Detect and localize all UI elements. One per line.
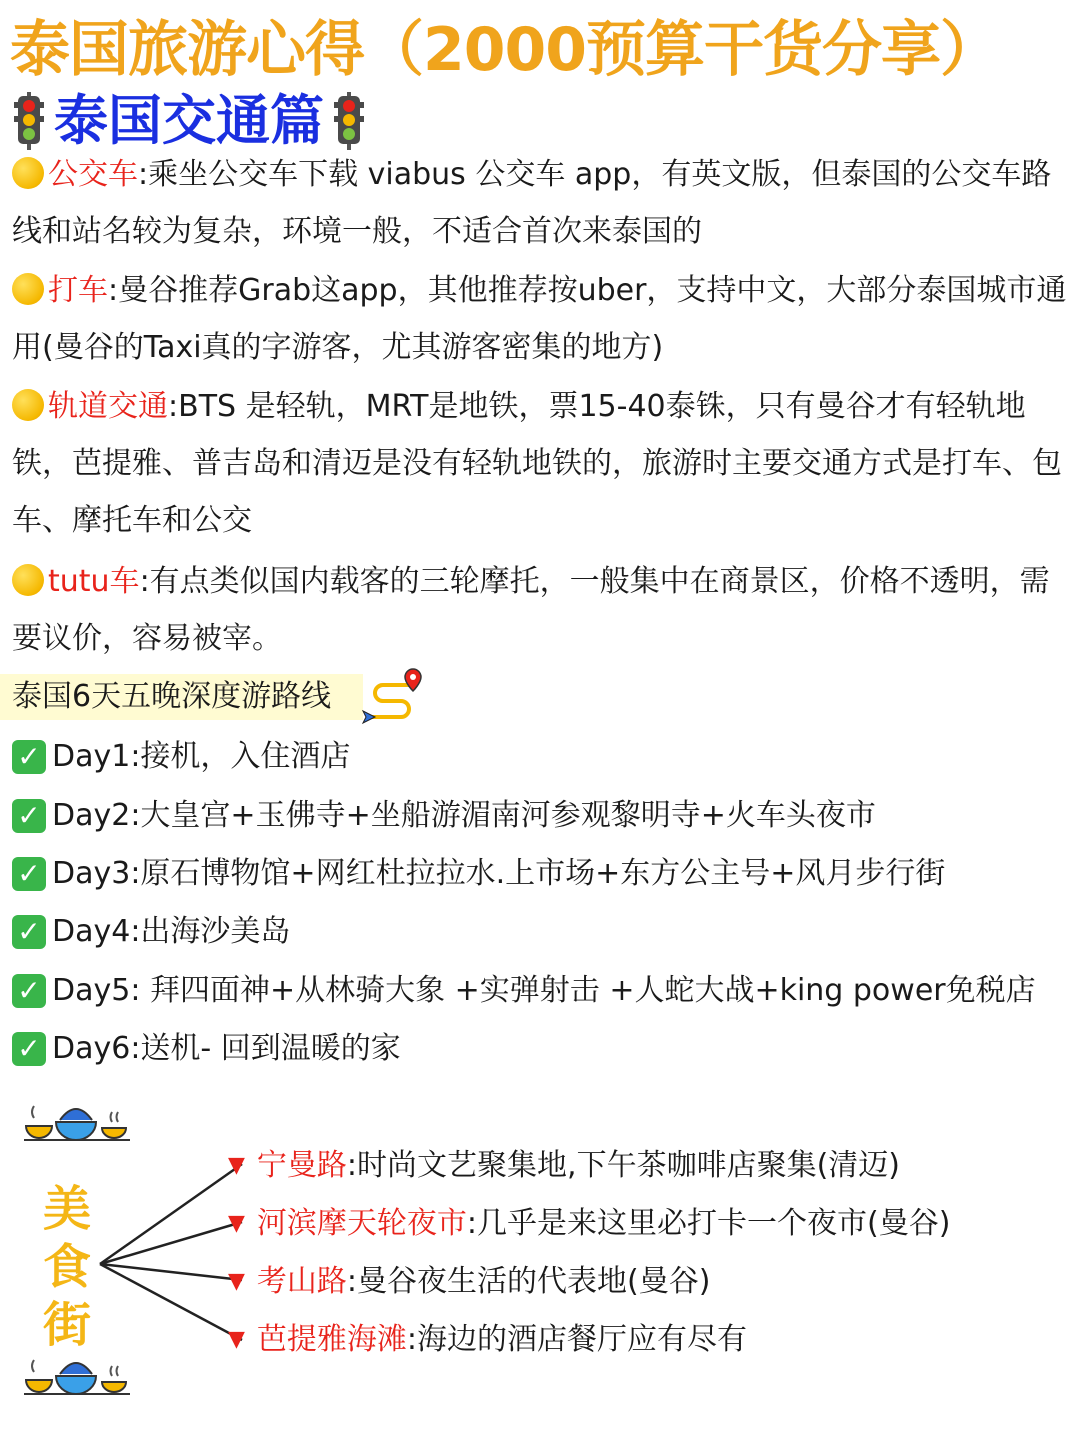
food-text: :几乎是来这里必打卡一个夜市(曼谷) <box>466 1206 951 1241</box>
route-day <box>12 1026 1080 1072</box>
food-name: 芭提雅海滩 <box>256 1322 407 1357</box>
food-label-char: 美 <box>42 1181 91 1237</box>
food-name: 考山路 <box>256 1264 347 1299</box>
route-heading <box>12 672 431 722</box>
transport-name: tutu车 <box>48 564 140 599</box>
transport-text: :曼谷推荐Grab这app，其他推荐按uber，支持中文，大部分泰国城市通用(曼谷的Taxi真的字游客，尤其游客密集的地方) <box>12 273 1067 365</box>
food-bowls-icon <box>22 1098 132 1144</box>
transport-text: :BTS 是轻轨，MRT是地铁，票15-40泰铢，只有曼谷才有轻轨地铁，芭提雅、普吉岛和清迈是没有轻轨地铁的，旅游时主要交通方式是打车、包车、摩托车和公交 <box>12 389 1062 538</box>
route-day <box>12 851 1080 897</box>
route-day <box>12 909 1080 955</box>
food-item <box>228 1202 1068 1246</box>
page-title: 泰国旅游心得（2000预算干货分享） <box>10 15 999 85</box>
food-street-label <box>40 1180 94 1354</box>
transport-name: 打车 <box>48 273 108 308</box>
yellow-dot-icon <box>12 564 44 596</box>
subtitle-row <box>14 90 364 152</box>
traffic-light-icon <box>14 92 44 150</box>
check-mark-icon: ✓ <box>12 1032 46 1066</box>
food-text: :海边的酒店餐厅应有尽有 <box>406 1322 748 1357</box>
yellow-dot-icon <box>12 389 44 421</box>
food-name: 河滨摩天轮夜市 <box>256 1206 467 1241</box>
food-name: 宁曼路 <box>256 1148 347 1183</box>
check-mark-icon: ✓ <box>12 799 46 833</box>
transport-item-taxi <box>12 262 1074 376</box>
check-mark-icon: ✓ <box>12 740 46 774</box>
route-heading-text: 泰国6天五晚深度游路线 <box>0 674 363 720</box>
check-mark-icon: ✓ <box>12 857 46 891</box>
red-triangle-icon: ▼ <box>228 1269 245 1294</box>
yellow-dot-icon <box>12 273 44 305</box>
food-label-char: 街 <box>42 1297 91 1353</box>
day-text: Day2:大皇宫+玉佛寺+坐船游湄南河参观黎明寺+火车头夜市 <box>52 798 876 833</box>
food-item <box>228 1260 1068 1304</box>
day-text: Day6:送机- 回到温暖的家 <box>52 1031 401 1066</box>
route-pin-icon <box>361 667 431 727</box>
food-item <box>228 1144 1068 1188</box>
day-text: Day1:接机，入住酒店 <box>52 739 351 774</box>
traffic-light-icon <box>334 92 364 150</box>
transport-text: :乘坐公交车下载 viabus 公交车 app，有英文版，但泰国的公交车路线和站名较为复杂，环境一般，不适合首次来泰国的 <box>12 157 1052 249</box>
red-triangle-icon: ▼ <box>228 1153 245 1178</box>
day-text: Day3:原石博物馆+网红杜拉拉水.上市场+东方公主号+风月步行街 <box>52 856 946 891</box>
check-mark-icon: ✓ <box>12 974 46 1008</box>
route-day <box>12 793 1080 839</box>
day-text: Day5: 拜四面神+从林骑大象 +实弹射击 +人蛇大战+king power免税店 <box>52 973 1036 1008</box>
route-day <box>12 734 1080 780</box>
food-item <box>228 1318 1068 1362</box>
section-subtitle: 泰国交通篇 <box>54 89 324 152</box>
transport-name: 轨道交通 <box>48 389 168 424</box>
food-text: :曼谷夜生活的代表地(曼谷) <box>346 1264 711 1299</box>
red-triangle-icon: ▼ <box>228 1211 245 1236</box>
day-text: Day4:出海沙美岛 <box>52 914 291 949</box>
transport-name: 公交车 <box>48 157 138 192</box>
check-mark-icon: ✓ <box>12 915 46 949</box>
yellow-dot-icon <box>12 157 44 189</box>
transport-item-bus <box>12 146 1074 260</box>
food-text: :时尚文艺聚集地,下午茶咖啡店聚集(清迈) <box>346 1148 900 1183</box>
food-label-char: 食 <box>42 1239 91 1295</box>
transport-item-tutu <box>12 553 1074 667</box>
transport-text: :有点类似国内载客的三轮摩托，一般集中在商景区，价格不透明，需要议价，容易被宰。 <box>12 564 1050 656</box>
red-triangle-icon: ▼ <box>228 1327 245 1352</box>
route-day <box>12 968 1080 1014</box>
connector-lines <box>96 1140 246 1360</box>
transport-item-rail <box>12 378 1074 549</box>
